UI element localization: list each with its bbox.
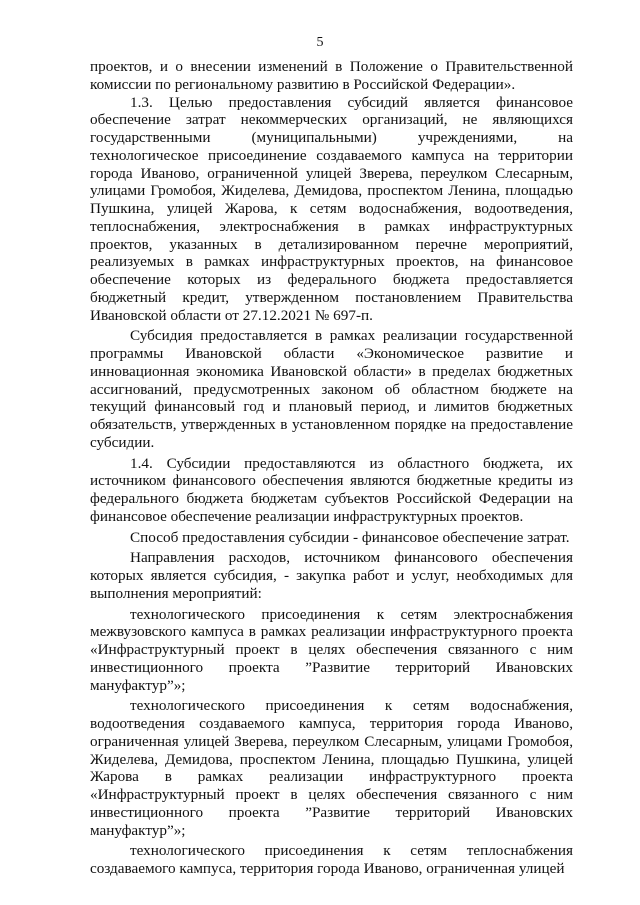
list-item-heat: технологического присоединения к сетям теплоснабжения создаваемого кампуса, территория города Иваново, ограниченная улицей [90, 842, 573, 877]
document-body [90, 58, 573, 878]
paragraph-continuation: проектов, и о внесении изменений в Положение о Правительственной комиссии по региональному развитию в Российской Федерации». [90, 58, 573, 93]
paragraph-expense-directions: Направления расходов, источником финансового обеспечения которых является субсидия, - закупка работ и услуг, необходимых для выполнения мероприятий: [90, 549, 573, 602]
paragraph-subsidy-program: Субсидия предоставляется в рамках реализации государственной программы Ивановской области «Экономическое развитие и инновационная экономика Ивановской области» в пределах бюджетных ассигнований, предусмотренных законом об областном бюджете на текущий финансовый год и плановый период, и лимитов бюджетных обязательств, утвержденных в установленном порядке на предоставление субсидии. [90, 327, 573, 451]
list-item-water: технологического присоединения к сетям водоснабжения, водоотведения создаваемого кампуса, территория города Иваново, ограниченная улицей Зверева, переулком Слесарным, улицами Громобоя, Жиделева, Демидова, проспектом Ленина, площадью Пушкина, улицей Жарова в рамках реализации инфраструктурного проекта «Инфраструктурный проект в целях обеспечения связанного с ним инвестиционного проекта ”Развитие территорий Ивановских мануфактур”»; [90, 697, 573, 839]
paragraph-1-4-source: 1.4. Субсидии предоставляются из областного бюджета, их источником финансового обеспечения являются бюджетные кредиты из федерального бюджета бюджетам субъектов Российской Федерации на финансовое обеспечение реализации инфраструктурных проектов. [90, 454, 573, 525]
paragraph-method: Способ предоставления субсидии - финансовое обеспечение затрат. [130, 528, 570, 546]
page-number: 5 [316, 35, 324, 50]
paragraph-1-3-purpose: 1.3. Целью предоставления субсидий является финансовое обеспечение затрат некоммерческих организаций, не являющихся государственными (муниципальными) учреждениями, на технологическое присоединение создаваемого кампуса на территории города Иваново, ограниченной улицей Зверева, переулком Слесарным, улицами Громобоя, Жиделева, Демидова, проспектом Ленина, площадью Пушкина, улицей Жарова, к сетям водоснабжения, водоотведения, теплоснабжения, электроснабжения в рамках инфраструктурных проектов, указанных в детализированном перечне мероприятий, реализуемых в рамках инфраструктурных проектов, на финансовое обеспечение которых из федерального бюджета предоставляется бюджетный кредит, утвержденном постановлением Правительства Ивановской области от 27.12.2021 № 697-п. [90, 93, 573, 324]
list-item-electricity: технологического присоединения к сетям электроснабжения межвузовского кампуса в рамках реализации инфраструктурного проекта «Инфраструктурный проект в целях обеспечения связанного с ним инвестиционного проекта ”Развитие территорий Ивановских мануфактур”»; [90, 605, 573, 694]
